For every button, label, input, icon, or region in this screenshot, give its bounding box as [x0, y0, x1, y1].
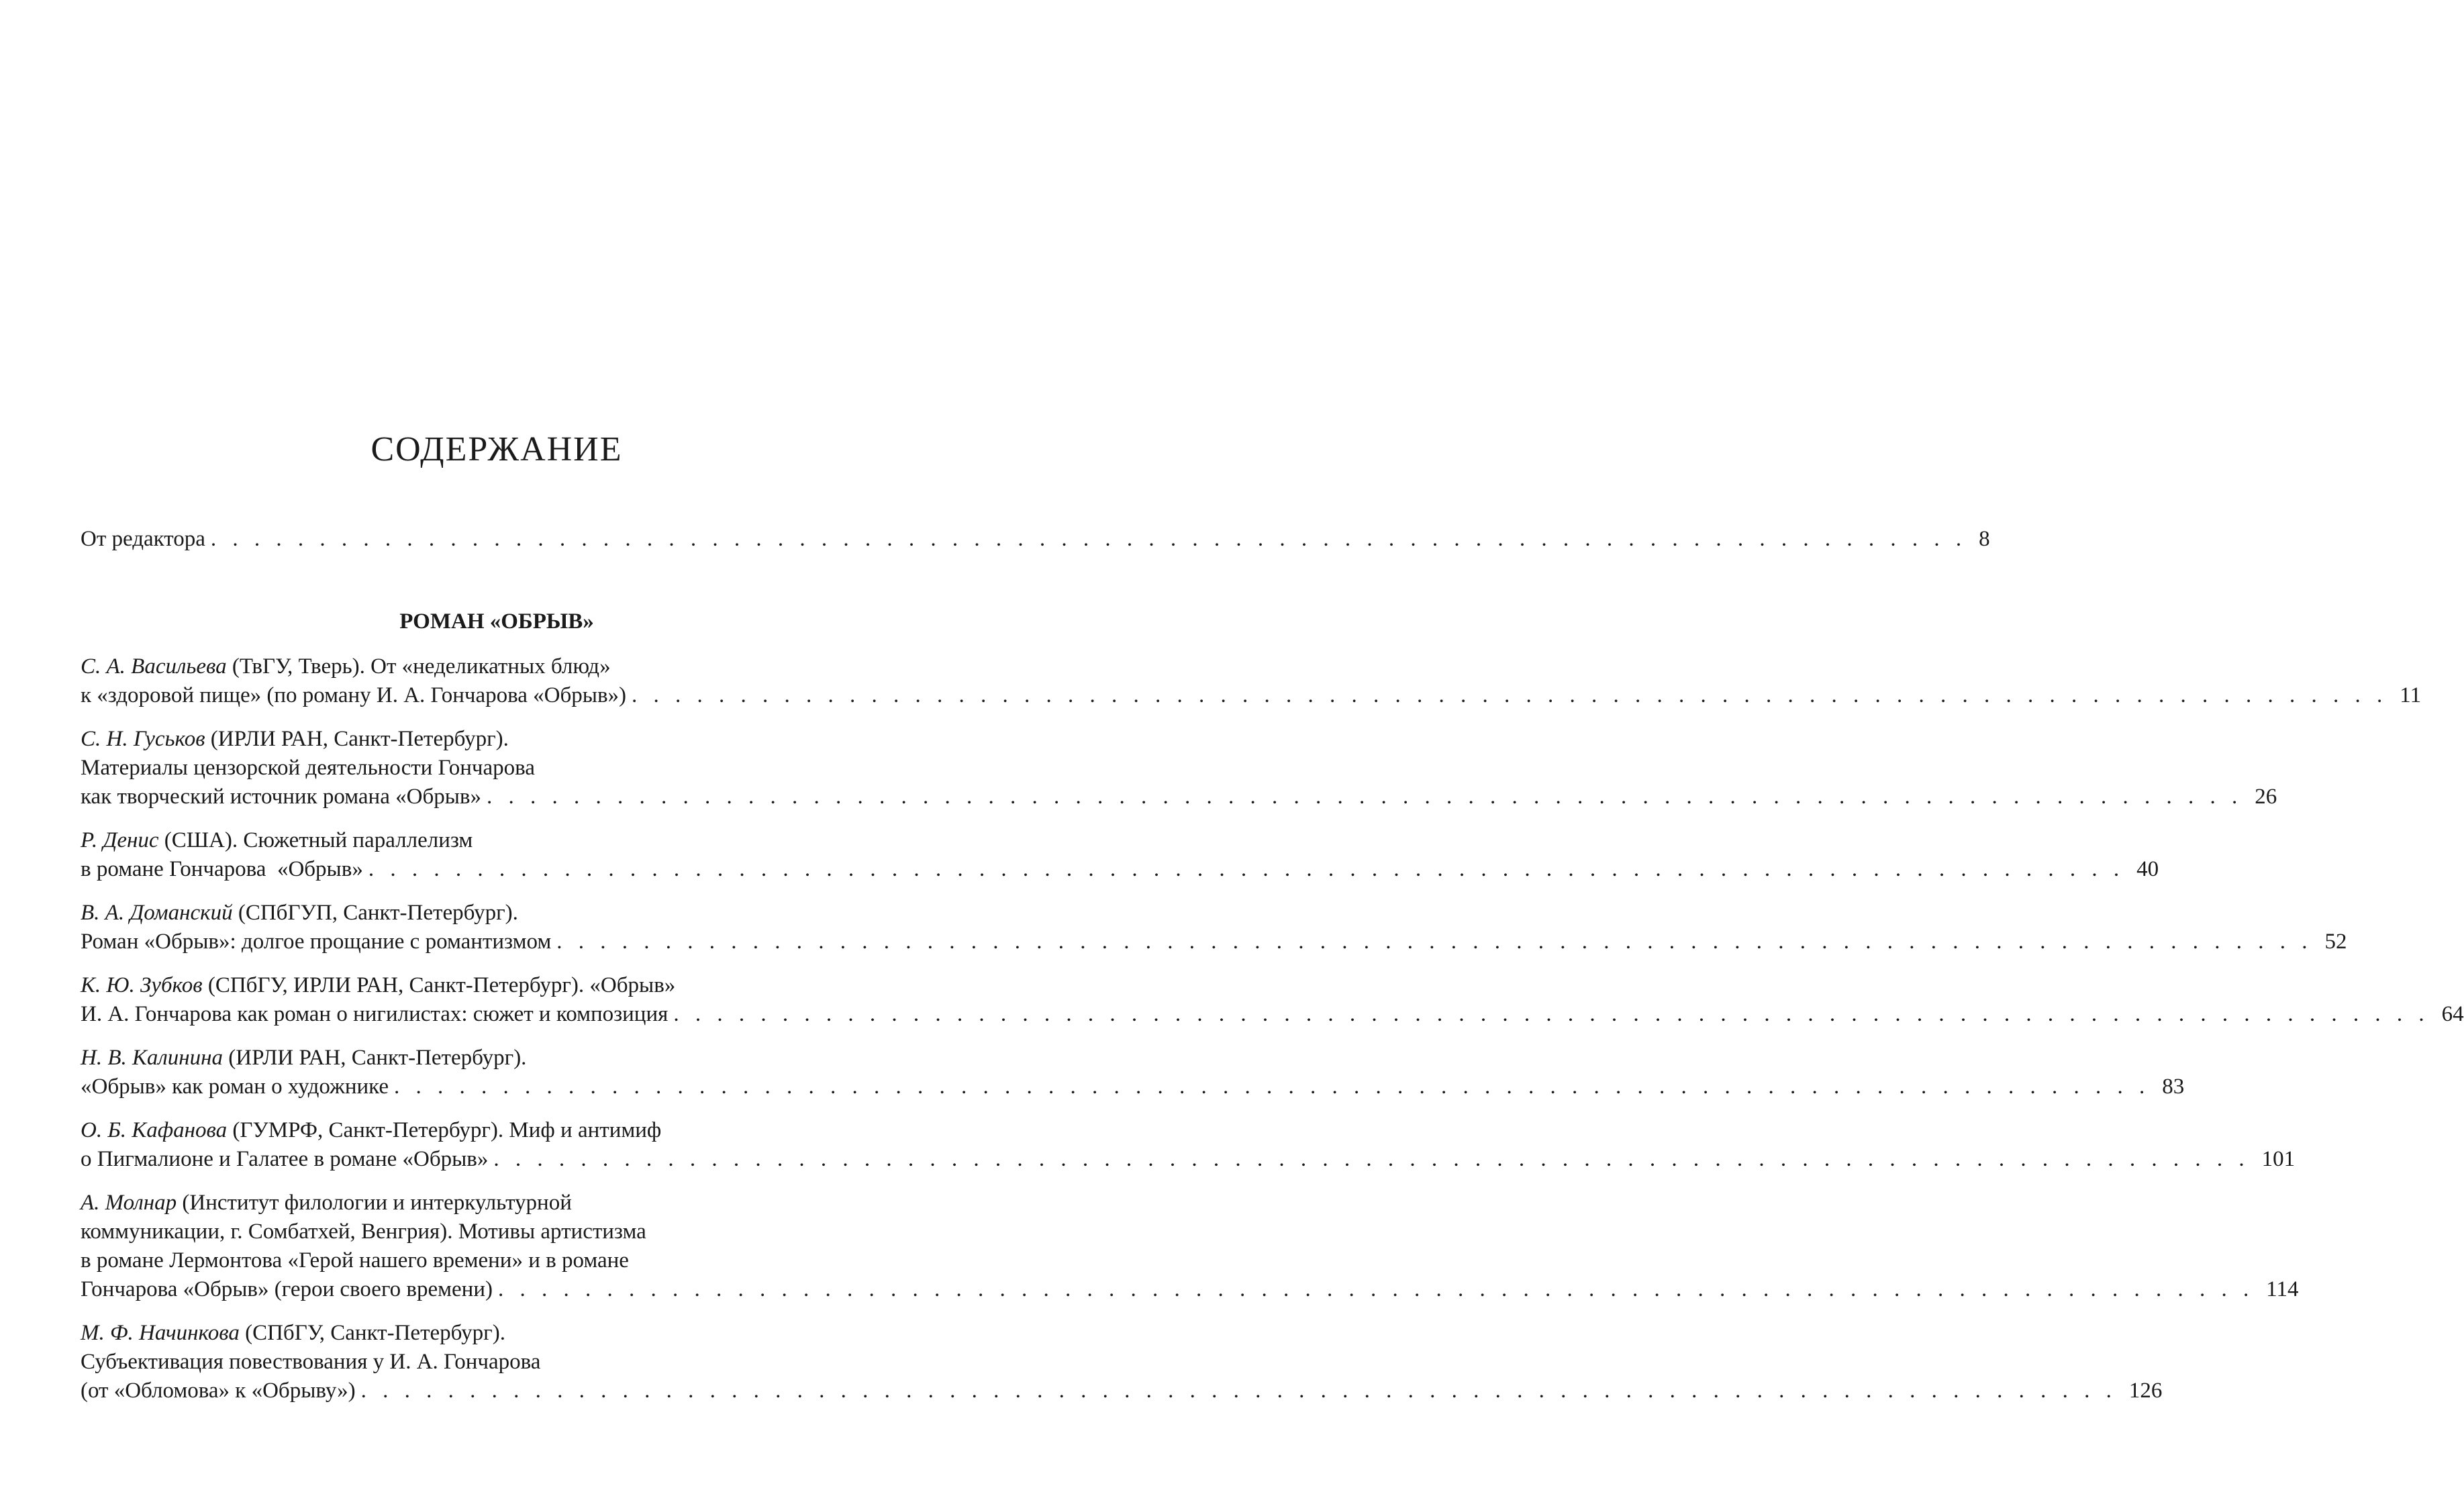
entry-middle-line: коммуникации, г. Сомбатхей, Венгрия). Мотивы артистизма [81, 1220, 646, 1244]
dot-leader: . . . . . . . . . . . . . . . . . . . . . . . . . . . . . . . . . . . . . . . . . . . . . . . . . . . . . . . . . . . . . . . . . . . . . . . . . . . . . . . . . [360, 1379, 2117, 1403]
entry-last-line [81, 855, 2159, 884]
entry-middle-line: Субъективация повествования у И. А. Гончарова [81, 1350, 541, 1374]
entry-last-line [81, 783, 2277, 811]
dot-leader: . . . . . . . . . . . . . . . . . . . . . . . . . . . . . . . . . . . . . . . . . . . . . . . . . . . . . . . . . . . . . . . . . . . . . . . . . . . . . . . . . [394, 1075, 2151, 1099]
entry-first-text: (ГУМРФ, Санкт-Петербург). Миф и антимиф [227, 1118, 662, 1142]
toc-entry[interactable] [81, 652, 2422, 710]
page-number: 101 [2261, 1147, 2296, 1171]
toc-entry[interactable] [81, 1044, 2185, 1101]
entry-author: М. Ф. Начинкова [81, 1321, 240, 1345]
entry-author: Н. В. Калинина [81, 1046, 224, 1070]
entry-first-text: (ИРЛИ РАН, Санкт-Петербург). [205, 727, 509, 751]
entry-first-text: (СПбГУП, Санкт-Петербург). [232, 901, 518, 925]
entry-last-line [81, 1073, 2185, 1101]
page-number: 64 [2441, 1002, 2464, 1026]
entry-first-line [81, 1044, 913, 1073]
entry-last-text: Гончарова «Обрыв» (герои своего времени) [81, 1277, 493, 1301]
entry-first-text: (СПбГУ, ИРЛИ РАН, Санкт-Петербург). «Обрыв» [202, 973, 676, 997]
toc-entry[interactable] [81, 1116, 2296, 1174]
entry-last-text: И. А. Гончарова как роман о нигилистах: сюжет и композиция [81, 1002, 669, 1026]
page-title: СОДЕРЖАНИЕ [371, 430, 623, 468]
entry-last-line [81, 928, 2347, 956]
toc-entry[interactable] [81, 971, 2464, 1029]
dot-leader: . . . . . . . . . . . . . . . . . . . . . . . . . . . . . . . . . . . . . . . . . . . . . . . . . . . . . . . . . . . . . . . . . . . . . . . . . . . . . . . . . [556, 930, 2313, 954]
dot-leader: . . . . . . . . . . . . . . . . . . . . . . . . . . . . . . . . . . . . . . . . . . . . . . . . . . . . . . . . . . . . . . . . . . . . . . . . . . . . . . . . . [493, 1147, 2250, 1171]
page-number: 26 [2255, 785, 2277, 809]
entry-last-text: Роман «Обрыв»: долгое прощание с романтизмом [81, 930, 552, 954]
entry-last-text: о Пигмалионе и Галатее в романе «Обрыв» [81, 1147, 489, 1171]
entry-first-line [81, 826, 913, 855]
entry-last-text: к «здоровой пище» (по роману И. А. Гончарова «Обрыв») [81, 683, 627, 707]
entry-author: С. Н. Гуськов [81, 727, 205, 751]
entry-author: О. Б. Кафанова [81, 1118, 228, 1142]
entry-last-text: (от «Обломова» к «Обрыву») [81, 1379, 356, 1403]
toc-entry[interactable] [81, 826, 2159, 884]
page-number: 52 [2324, 930, 2347, 954]
entry-first-line [81, 725, 913, 754]
toc-entry[interactable] [81, 725, 2277, 811]
toc-entries [81, 652, 2464, 1420]
dot-leader: . . . . . . . . . . . . . . . . . . . . . . . . . . . . . . . . . . . . . . . . . . . . . . . . . . . . . . . . . . . . . . . . . . . . . . . . . . . . . . . . . [368, 857, 2125, 881]
entry-author: А. Молнар [81, 1191, 177, 1215]
page-number: 11 [2400, 683, 2422, 707]
editor-note-entry[interactable] [81, 525, 1990, 554]
entry-author: К. Ю. Зубков [81, 973, 203, 997]
entry-last-line [81, 1377, 2163, 1405]
entry-first-text: (США). Сюжетный параллелизм [158, 828, 473, 852]
entry-first-line [81, 1189, 913, 1218]
entry-first-text: (СПбГУ, Санкт-Петербург). [239, 1321, 505, 1345]
dot-leader: . . . . . . . . . . . . . . . . . . . . . . . . . . . . . . . . . . . . . . . . . . . . . . . . . . . . . . . . . . . . . . . . . . . . . . . . . . . . . . . . . [632, 683, 2388, 707]
dot-leader: . . . . . . . . . . . . . . . . . . . . . . . . . . . . . . . . . . . . . . . . . . . . . . . . . . . . . . . . . . . . . . . . . . . . . . . . . . . . . . . . . [210, 527, 1967, 551]
entry-last-line [81, 1000, 2464, 1029]
entry-first-text: (ТвГУ, Тверь). От «неделикатных блюд» [226, 654, 611, 679]
entry-last-line [81, 1275, 2299, 1304]
toc-entry[interactable] [81, 1189, 2299, 1304]
page-number: 114 [2266, 1277, 2299, 1301]
entry-first-text: (ИРЛИ РАН, Санкт-Петербург). [223, 1046, 527, 1070]
entry-last-text: как творческий источник романа «Обрыв» [81, 785, 481, 809]
entry-first-line [81, 1319, 913, 1348]
page-number: 40 [2136, 857, 2159, 881]
entry-first-line [81, 971, 913, 1000]
page-number: 8 [1979, 527, 1990, 551]
entry-last-line [81, 1145, 2296, 1174]
editor-note-line [81, 525, 1990, 554]
dot-leader: . . . . . . . . . . . . . . . . . . . . . . . . . . . . . . . . . . . . . . . . . . . . . . . . . . . . . . . . . . . . . . . . . . . . . . . . . . . . . . . . . [497, 1277, 2255, 1301]
entry-author: С. А. Васильева [81, 654, 227, 679]
section-heading: РОМАН «ОБРЫВ» [399, 609, 594, 634]
page-number: 126 [2128, 1379, 2163, 1403]
entry-author: Р. Денис [81, 828, 159, 852]
entry-author: В. А. Доманский [81, 901, 233, 925]
entry-first-line [81, 899, 913, 928]
entry-first-line [81, 652, 913, 681]
toc-entry[interactable] [81, 1319, 2163, 1405]
entry-first-line [81, 1116, 913, 1145]
entry-middle-line: Материалы цензорской деятельности Гончарова [81, 756, 535, 780]
entry-last-text: «Обрыв» как роман о художнике [81, 1075, 389, 1099]
entry-last-line [81, 681, 2422, 710]
editor-note-label: От редактора [81, 527, 205, 551]
page-number: 83 [2162, 1075, 2185, 1099]
dot-leader: . . . . . . . . . . . . . . . . . . . . . . . . . . . . . . . . . . . . . . . . . . . . . . . . . . . . . . . . . . . . . . . . . . . . . . . . . . . . . . . . . [486, 785, 2243, 809]
toc-entry[interactable] [81, 899, 2347, 956]
dot-leader: . . . . . . . . . . . . . . . . . . . . . . . . . . . . . . . . . . . . . . . . . . . . . . . . . . . . . . . . . . . . . . . . . . . . . . . . . . . . . . . . . [673, 1002, 2430, 1026]
entry-last-text: в романе Гончарова «Обрыв» [81, 857, 363, 881]
entry-first-text: (Институт филологии и интеркультурной [177, 1191, 572, 1215]
entry-middle-line: в романе Лермонтова «Герой нашего времени» и в романе [81, 1248, 629, 1273]
